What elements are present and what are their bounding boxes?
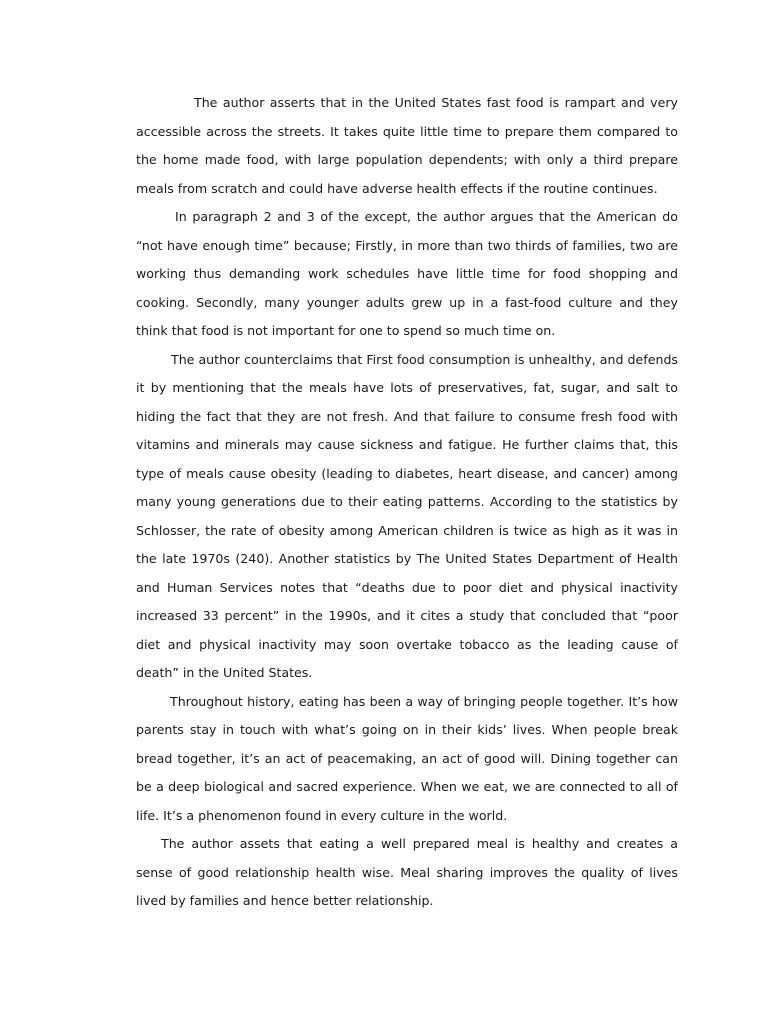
paragraph-1: The author asserts that in the United States fast food is rampart and very accessible across the streets. It takes quite little time to prepare them compared to the home made food, with large population dependents; with only a third prepare meals from scratch and could have adverse health effects if the routine continues.	[136, 95, 678, 196]
paragraph-2: In paragraph 2 and 3 of the except, the author argues that the American do “not have enough time” because; Firstly, in more than two thirds of families, two are working thus demanding work schedules have little time for food shopping and cooking. Secondly, many younger adults grew up in a fast-food culture and they think that food is not important for one to spend so much time on.	[136, 209, 678, 338]
document-body	[136, 89, 678, 916]
paragraph-4: Throughout history, eating has been a way of bringing people together. It’s how parents stay in touch with what’s going on in their kids’ lives. When people break bread together, it’s an act of peacemaking, an act of good will. Dining together can be a deep biological and sacred experience. When we eat, we are connected to all of life. It’s a phenomenon found in every culture in the world.	[136, 693, 678, 823]
paragraph-5: The author assets that eating a well prepared meal is healthy and creates a sense of good relationship health wise. Meal sharing improves the quality of lives lived by families and hence better relationship.	[136, 836, 678, 908]
paragraph-3: The author counterclaims that First food consumption is unhealthy, and defends it by mentioning that the meals have lots of preservatives, fat, sugar, and salt to hiding the fact that they are not fresh. And that failure to consume fresh food with vitamins and minerals may cause sickness and fatigue. He further claims that, this type of meals cause obesity (leading to diabetes, heart disease, and cancer) among many young generations due to their eating patterns. According to the statistics by Schlosser, the rate of obesity among American children is twice as high as it was in the late 1970s (240). Another statistics by The United States Department of Health and Human Services notes that “deaths due to poor diet and physical inactivity increased 33 percent” in the 1990s, and it cites a study that concluded that “poor diet and physical inactivity may soon overtake tobacco as the leading cause of death” in the United States.	[136, 351, 678, 680]
